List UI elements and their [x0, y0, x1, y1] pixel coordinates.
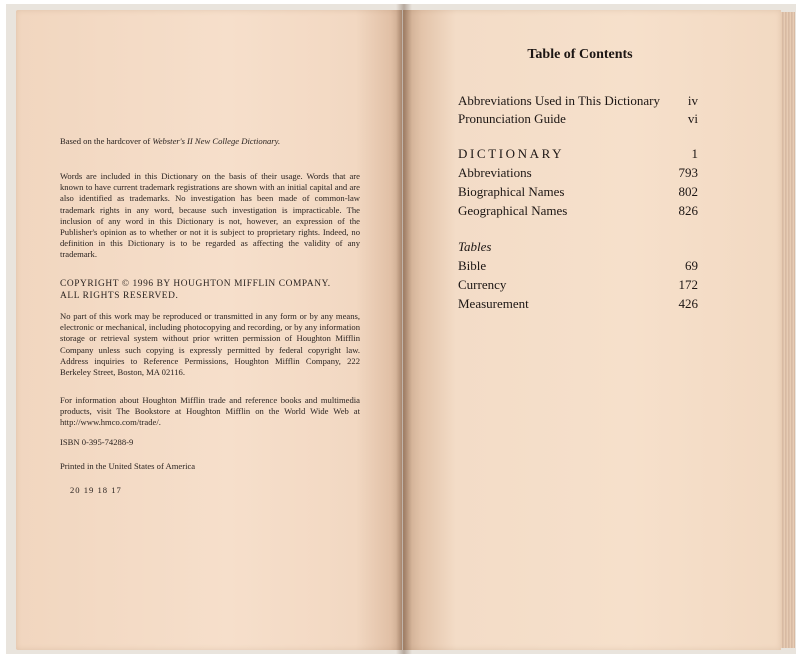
based-on-line: [60, 136, 360, 147]
copyright-line-2: ALL RIGHTS RESERVED.: [60, 291, 179, 301]
toc-entry-label: Currency: [458, 277, 507, 292]
toc-entry-label: Tables: [458, 239, 492, 254]
toc-title: Table of Contents: [527, 47, 633, 62]
isbn-text: ISBN 0-395-74288-9: [60, 437, 134, 447]
toc-entry-page: 826: [678, 203, 698, 218]
toc-entry-label: Geographical Names: [458, 203, 568, 218]
toc-entry: [458, 258, 698, 276]
toc-entry-label: Bible: [458, 258, 487, 273]
isbn: [60, 437, 360, 448]
toc-entry-label: Abbreviations Used in This Dictionary: [458, 93, 660, 108]
printed-in: [60, 461, 360, 472]
print-line-text: 20 19 18 17: [70, 485, 122, 495]
toc-entry-page: 172: [678, 277, 698, 292]
copyright-notice: [60, 278, 360, 302]
toc-entry-label: DICTIONARY: [458, 146, 565, 161]
page-edges: [781, 12, 795, 648]
based-on-title: Webster's II New College Dictionary.: [152, 136, 281, 146]
printed-text: Printed in the United States of America: [60, 461, 196, 471]
toc-entry: [458, 184, 698, 202]
toc-entry: [458, 111, 698, 129]
toc-entry: [458, 203, 698, 221]
toc-entry-label: Measurement: [458, 296, 529, 311]
reproduction-text: No part of this work may be reproduced or transmitted in any form or by any means, electronic or mechanical, including photocopying and recording, or by any information storage or retrieval system without prior written permission of Houghton Mifflin Company unless such copying is expressly permitted by federal copyright law. Address inquiries to Reference Permissions, Houghton Mifflin Company, 222 Berkeley Street, Boston, MA 02116.: [60, 311, 360, 378]
toc-entry-page: iv: [687, 93, 698, 108]
trademark-text: Words are included in this Dictionary on the basis of their usage. Words that are known to have current trademark registrations are shown with an initial capital and are also identified as trademarks. No investigation has been made of common-law trademark rights in any word, because such investigation is impracticable. The inclusion of any word in this Dictionary is not, however, an expression of the Publisher's opinion as to whether or not it is subject to proprietary rights. Indeed, no definition in this Dictionary is to be regarded as affecting the validity of any trademark.: [60, 171, 360, 260]
toc-entry-page: 69: [685, 258, 698, 273]
toc-entry-page: vi: [687, 111, 698, 126]
toc-entry-label: Pronunciation Guide: [458, 111, 566, 126]
copyright-line-1: COPYRIGHT © 1996 BY HOUGHTON MIFFLIN COMPANY.: [60, 279, 331, 289]
reproduction-paragraph: [60, 311, 360, 378]
toc-section-heading: [458, 239, 698, 257]
toc-entry-page: 1: [691, 146, 698, 161]
book-gutter: [396, 4, 412, 654]
toc-entry-label: Biographical Names: [458, 184, 565, 199]
toc-entry-label: Abbreviations: [458, 165, 532, 180]
toc-entry: [458, 146, 698, 164]
toc-entry: [458, 93, 698, 111]
toc-entry: [458, 296, 698, 314]
info-paragraph: [60, 395, 360, 429]
info-text: For information about Houghton Mifflin trade and reference books and multimedia products, visit The Bookstore at Houghton Mifflin on the World Wide Web at http://www.hmco.com/trade/.: [60, 395, 360, 428]
toc-entry-page: 793: [678, 165, 698, 180]
toc-entry-page: 426: [678, 296, 698, 311]
print-line: [70, 485, 370, 496]
toc-entry-page: 802: [678, 184, 698, 199]
toc-entry: [458, 165, 698, 183]
toc-entry: [458, 277, 698, 295]
based-on-prefix: Based on the hardcover of: [60, 136, 153, 146]
trademark-paragraph: [60, 171, 360, 261]
